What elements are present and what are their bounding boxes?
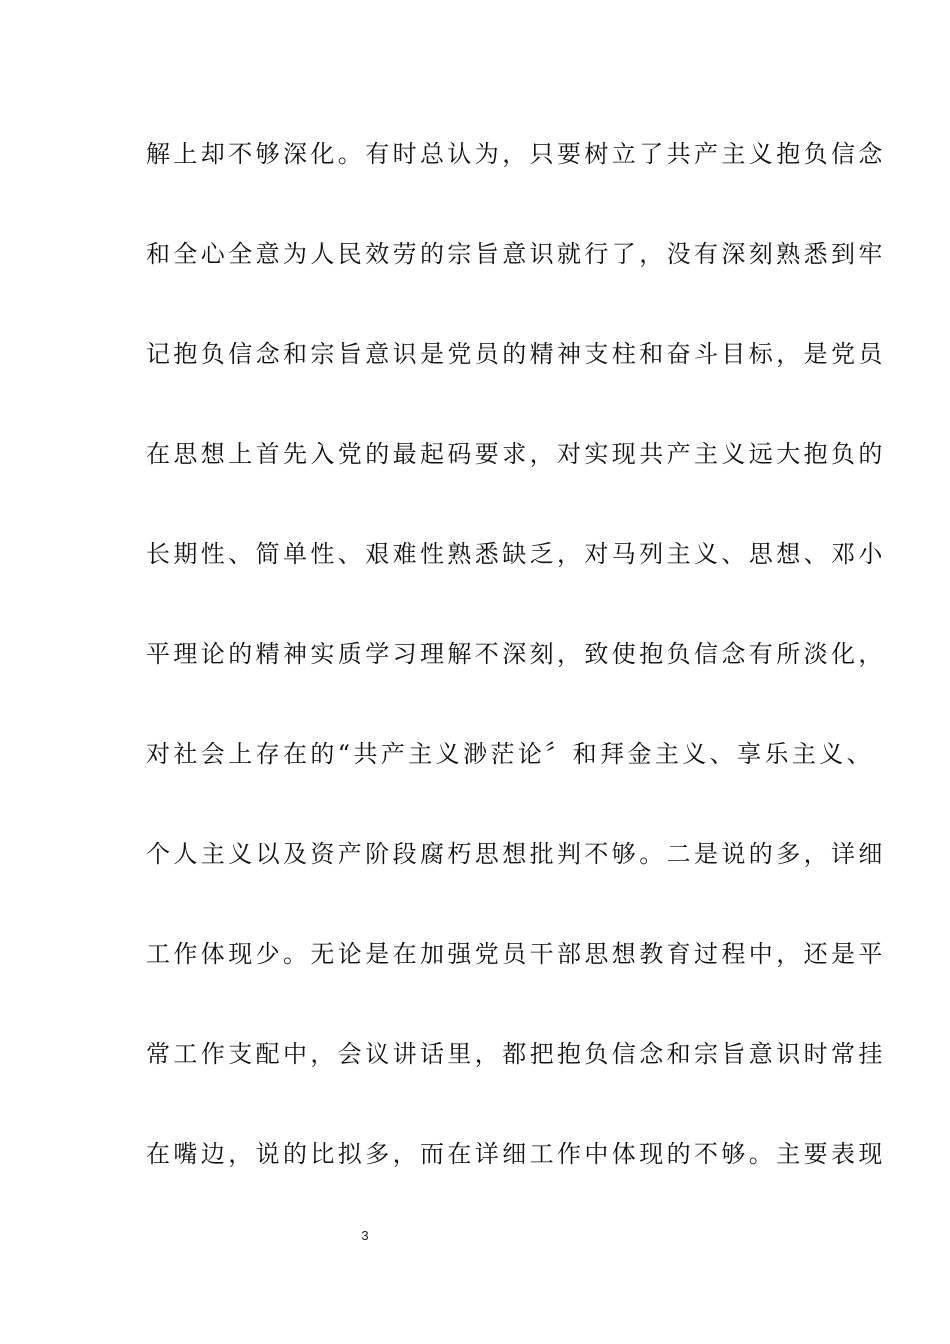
body-text — [146, 130, 886, 1230]
text-line: 长期性、简单性、艰难性熟悉缺乏，对马列主义、思想、邓小 — [146, 540, 886, 568]
page-number: 3 — [361, 1228, 369, 1243]
text-line: 在思想上首先入党的最起码要求，对实现共产主义远大抱负的 — [146, 440, 886, 468]
text-line: 对社会上存在的“共产主义渺茫论〞和拜金主义、享乐主义、 — [146, 740, 875, 768]
text-line: 工作体现少。无论是在加强党员干部思想教育过程中，还是平 — [146, 940, 886, 968]
text-line: 和全心全意为人民效劳的宗旨意识就行了，没有深刻熟悉到牢 — [146, 240, 886, 268]
text-line: 平理论的精神实质学习理解不深刻，致使抱负信念有所淡化， — [146, 640, 886, 668]
text-line: 常工作支配中，会议讲话里，都把抱负信念和宗旨意识时常挂 — [146, 1040, 886, 1068]
text-line: 解上却不够深化。有时总认为，只要树立了共产主义抱负信念 — [146, 140, 886, 168]
text-line: 在嘴边，说的比拟多，而在详细工作中体现的不够。主要表现 — [146, 1140, 886, 1168]
text-line: 个人主义以及资产阶段腐朽思想批判不够。二是说的多，详细 — [146, 840, 886, 868]
text-line: 记抱负信念和宗旨意识是党员的精神支柱和奋斗目标，是党员 — [146, 340, 886, 368]
